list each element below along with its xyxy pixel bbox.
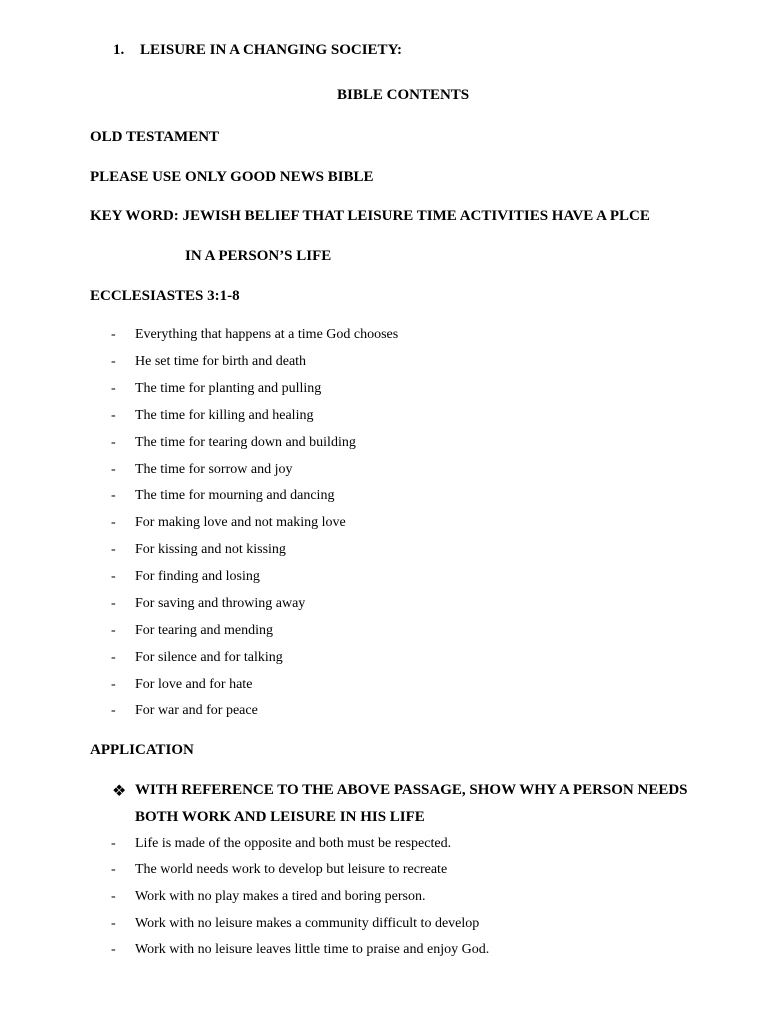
- dash-marker: -: [111, 942, 116, 957]
- section-title: LEISURE IN A CHANGING SOCIETY:: [140, 42, 403, 58]
- list-item-text: The time for planting and pulling: [135, 381, 322, 396]
- dash-marker: -: [111, 889, 116, 904]
- section-number: 1.: [113, 42, 125, 58]
- list-item-text: For love and for hate: [135, 677, 253, 692]
- list-item-text: For kissing and not kissing: [135, 542, 286, 557]
- dash-marker: -: [111, 381, 116, 396]
- list-item-text: Work with no leisure makes a community difficult to develop: [135, 916, 480, 931]
- list-item-text: He set time for birth and death: [135, 354, 307, 369]
- dash-marker: -: [111, 435, 116, 450]
- diamond-bullet-icon: ❖: [112, 783, 127, 800]
- dash-marker: -: [111, 462, 116, 477]
- key-word-line-1: KEY WORD: JEWISH BELIEF THAT LEISURE TIME ACTIVITIES HAVE A PLCE: [90, 208, 650, 224]
- passage-reference: ECCLESIASTES 3:1-8: [90, 288, 240, 304]
- list-item-text: For war and for peace: [135, 703, 258, 718]
- dash-marker: -: [111, 327, 116, 342]
- old-testament-heading: OLD TESTAMENT: [90, 129, 220, 145]
- dash-marker: -: [111, 677, 116, 692]
- application-heading: APPLICATION: [90, 742, 194, 758]
- dash-marker: -: [111, 596, 116, 611]
- dash-marker: -: [111, 650, 116, 665]
- dash-marker: -: [111, 916, 116, 931]
- list-item-text: For tearing and mending: [135, 623, 274, 638]
- dash-marker: -: [111, 488, 116, 503]
- dash-marker: -: [111, 623, 116, 638]
- dash-marker: -: [111, 569, 116, 584]
- dash-marker: -: [111, 862, 116, 877]
- list-item-text: Work with no leisure leaves little time to praise and enjoy God.: [135, 942, 490, 957]
- list-item-text: Life is made of the opposite and both must be respected.: [135, 836, 452, 851]
- dash-marker: -: [111, 408, 116, 423]
- list-item-text: For silence and for talking: [135, 650, 283, 665]
- question-line-2: BOTH WORK AND LEISURE IN HIS LIFE: [135, 809, 425, 825]
- list-item-text: Everything that happens at a time God chooses: [135, 327, 399, 342]
- dash-marker: -: [111, 703, 116, 718]
- list-item-text: For saving and throwing away: [135, 596, 306, 611]
- list-item-text: The time for sorrow and joy: [135, 462, 293, 477]
- question-line-1: WITH REFERENCE TO THE ABOVE PASSAGE, SHOW WHY A PERSON NEEDS: [135, 782, 688, 798]
- page-subtitle: BIBLE CONTENTS: [337, 87, 470, 103]
- list-item-text: For making love and not making love: [135, 515, 346, 530]
- bible-instruction: PLEASE USE ONLY GOOD NEWS BIBLE: [90, 169, 374, 185]
- dash-marker: -: [111, 836, 116, 851]
- list-item-text: The time for mourning and dancing: [135, 488, 335, 503]
- dash-marker: -: [111, 354, 116, 369]
- list-item-text: Work with no play makes a tired and boring person.: [135, 889, 426, 904]
- key-word-line-2: IN A PERSON’S LIFE: [185, 248, 332, 264]
- list-item-text: The time for killing and healing: [135, 408, 314, 423]
- list-item-text: The world needs work to develop but leisure to recreate: [135, 862, 448, 877]
- list-item-text: For finding and losing: [135, 569, 260, 584]
- dash-marker: -: [111, 542, 116, 557]
- dash-marker: -: [111, 515, 116, 530]
- list-item-text: The time for tearing down and building: [135, 435, 356, 450]
